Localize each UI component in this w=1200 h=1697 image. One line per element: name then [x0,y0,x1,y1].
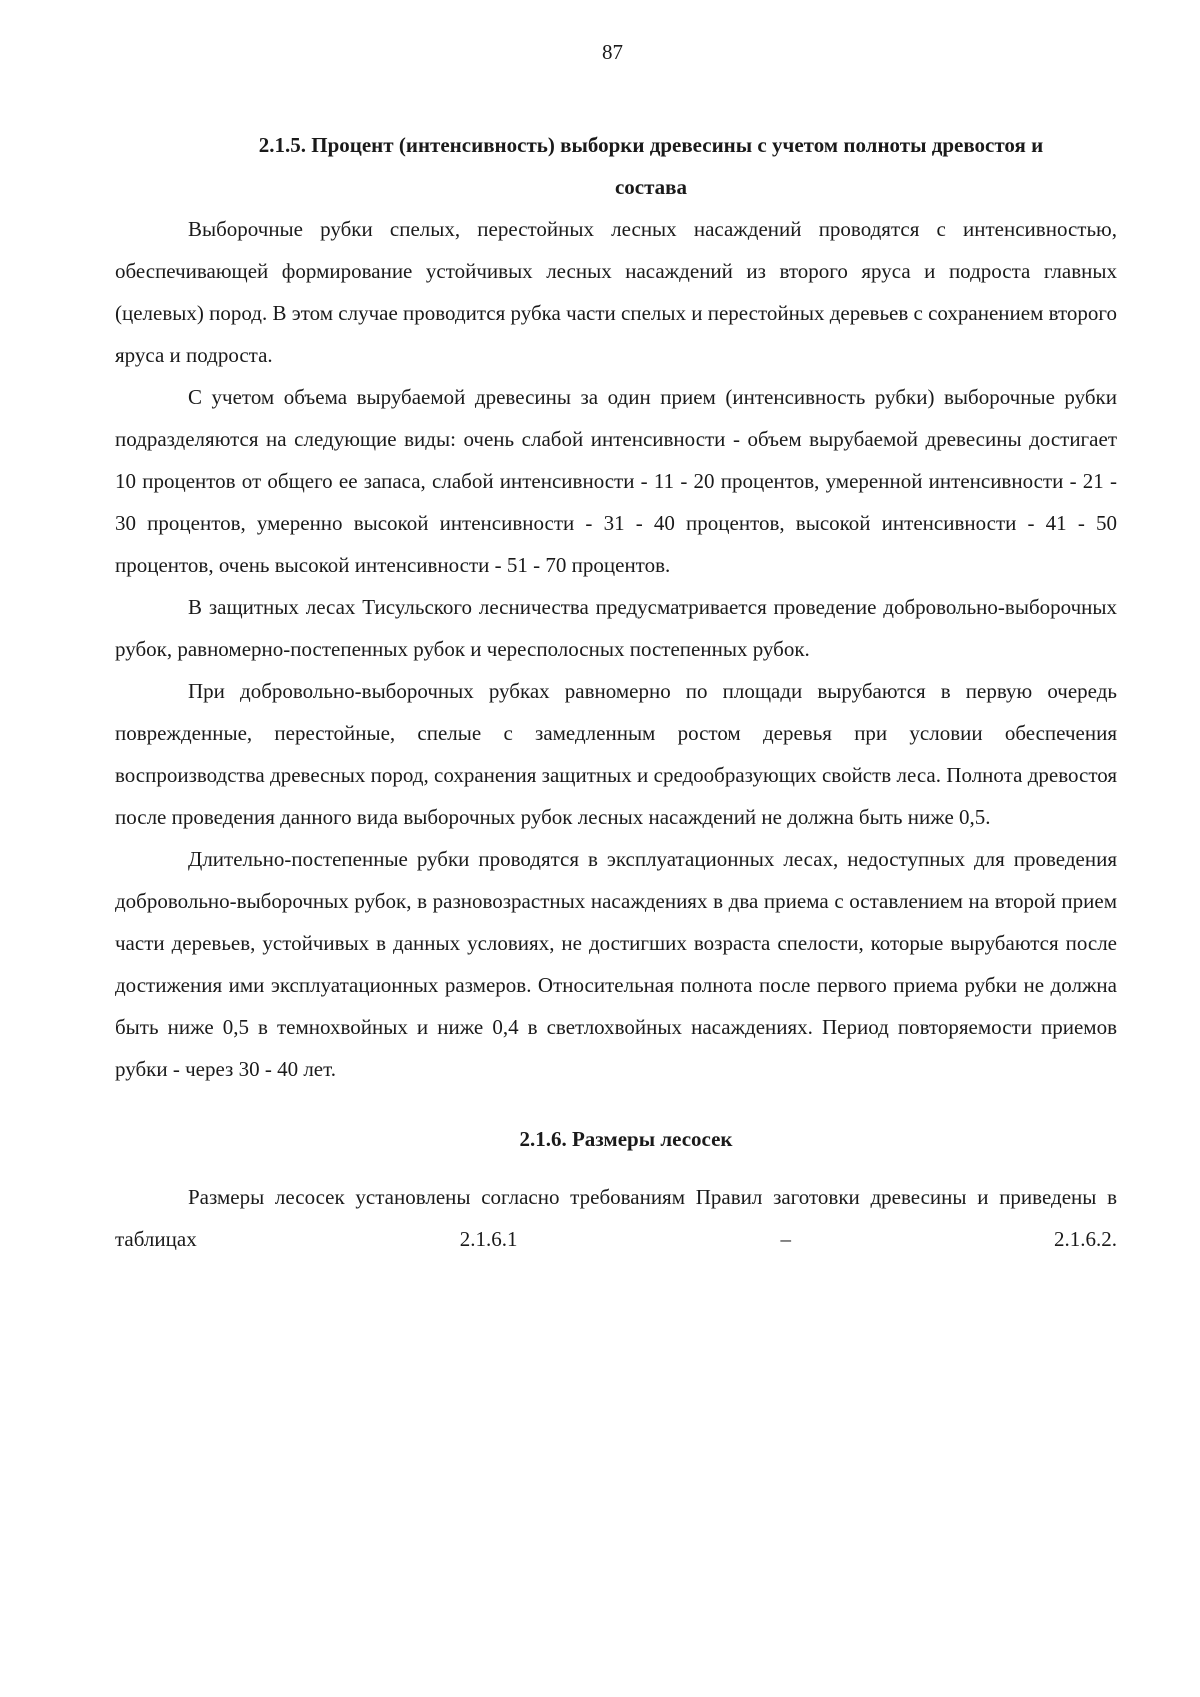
section-heading-line-2: состава [614,175,688,199]
page-number: 87 [602,40,623,64]
paragraph-cutting-area-sizes: Размеры лесосек установлены согласно требованиям Правил заготовки древесины и приведены в таблицах 2.1.6.1 – 2.1.6.2. [115,1185,1117,1251]
paragraph-intensity-types: С учетом объема вырубаемой древесины за один прием (интенсивность рубки) выборочные рубки подразделяются на следующие виды: очень слабой интенсивности - объем вырубаемой древесины достигает 10 процентов от общего ее запаса, слабой интенсивности - 11 - 20 процентов, умеренной интенсивности - 21 - 30 процентов, умеренно высокой интенсивности - 31 - 40 процентов, высокой интенсивности - 41 - 50 процентов, очень высокой интенсивности - 51 - 70 процентов. [115,385,1117,577]
paragraph-voluntary-selective: При добровольно-выборочных рубках равномерно по площади вырубаются в первую очередь поврежденные, перестойные, спелые с замедленным ростом деревья при условии обеспечения воспроизводства древесных пород, сохранения защитных и средообразующих свойств леса. Полнота древостоя после проведения данного вида выборочных рубок лесных насаждений не должна быть ниже 0,5. [115,679,1117,829]
section-heading-2-1-6: 2.1.6. Размеры лесосек [519,1127,733,1151]
section-heading-line-1: 2.1.5. Процент (интенсивность) выборки древесины с учетом полноты древостоя и [258,133,1044,157]
section-heading-2-1-5 [115,124,1117,208]
paragraph-selective-felling: Выборочные рубки спелых, перестойных лесных насаждений проводятся с интенсивностью, обеспечивающей формирование устойчивых лесных насаждений из второго яруса и подроста главных (целевых) пород. В этом случае проводится рубка части спелых и перестойных деревьев с сохранением второго яруса и подроста. [115,217,1117,367]
paragraph-long-gradual: Длительно-постепенные рубки проводятся в эксплуатационных лесах, недоступных для проведения добровольно-выборочных рубок, в разновозрастных насаждениях в два приема с оставлением на второй прием части деревьев, устойчивых в данных условиях, не достигших возраста спелости, которые вырубаются после достижения ими эксплуатационных размеров. Относительная полнота после первого приема рубки не должна быть ниже 0,5 в темнохвойных и ниже 0,4 в светлохвойных насаждениях. Период повторяемости приемов рубки - через 30 - 40 лет. [115,847,1117,1081]
page-content [115,124,1117,1260]
paragraph-protective-forests: В защитных лесах Тисульского лесничества предусматривается проведение добровольно-выборочных рубок, равномерно-постепенных рубок и чересполосных постепенных рубок. [115,595,1117,661]
